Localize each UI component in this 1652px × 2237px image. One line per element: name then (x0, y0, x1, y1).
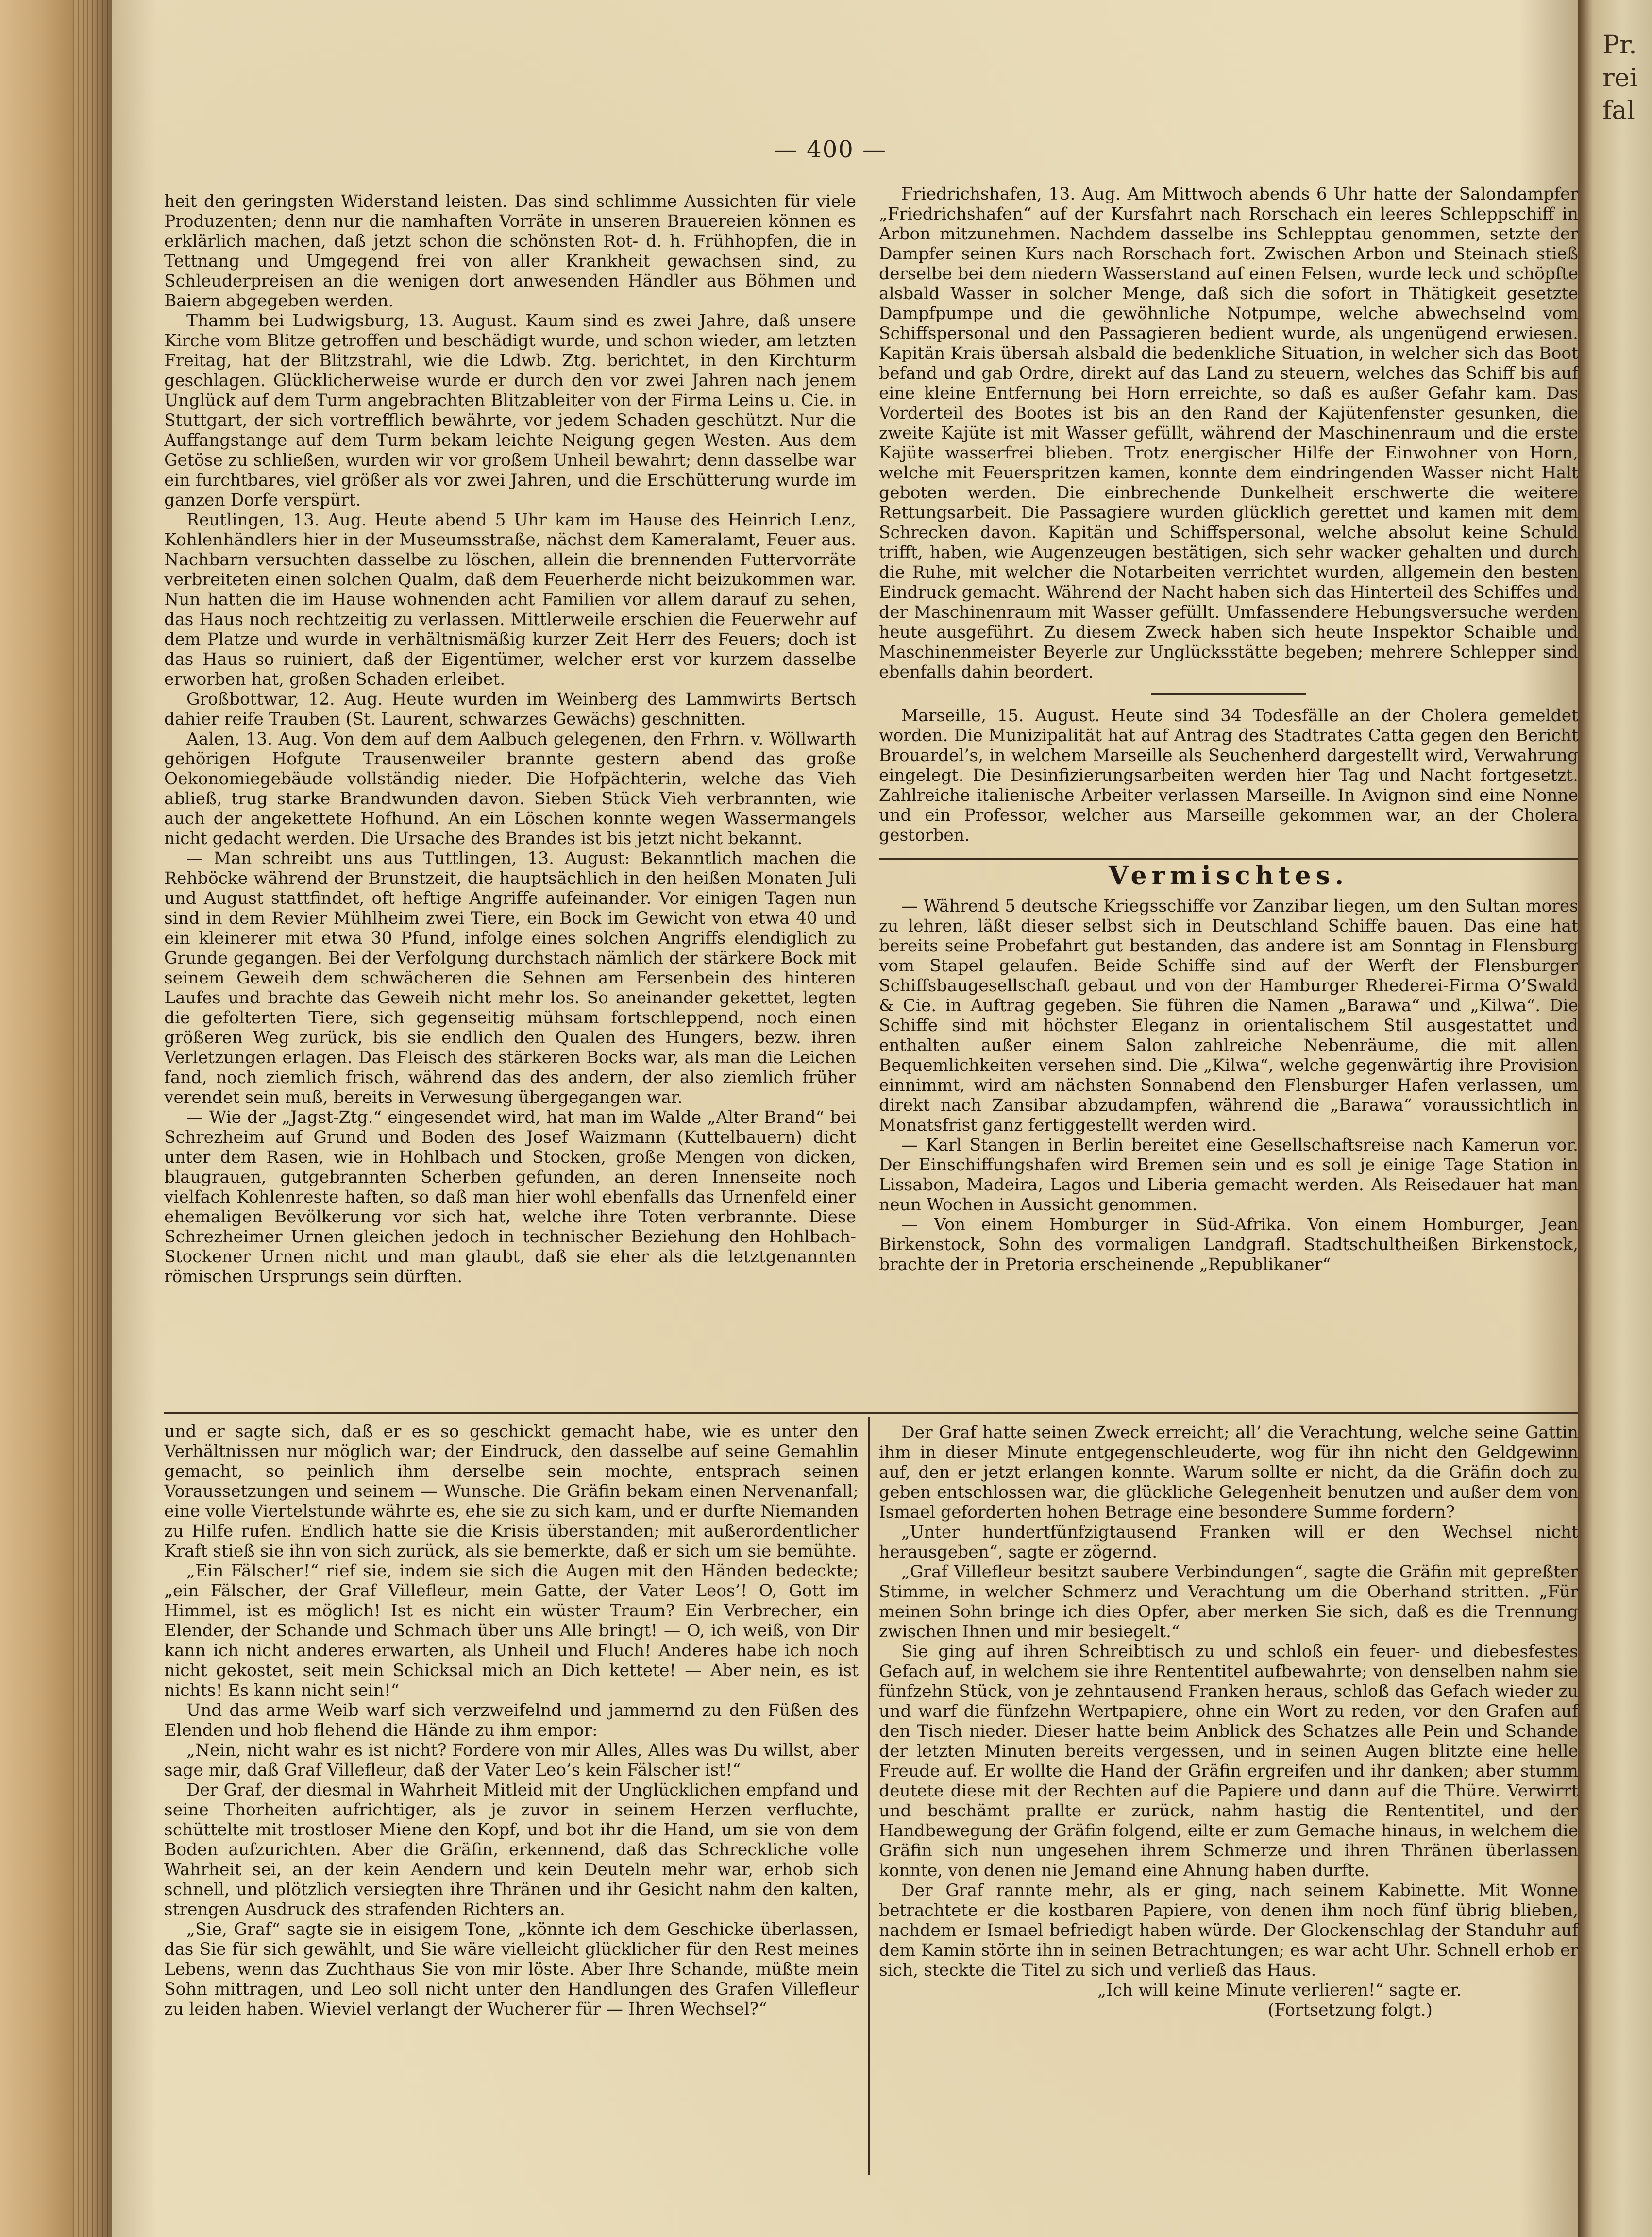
facing-page-fragment: Pr. rei fal (1602, 31, 1638, 126)
article-friedrichshafen: Friedrichshafen, 13. Aug. Am Mittwoch abends 6 Uhr hatte der Salondampfer „Friedrichshafen“ auf der Kursfahrt nach Rorschach ein leeres Schleppschiff in Arbon mitzunehmen. Nachdem dasselbe ins Schlepptau genommen, setzte der Dampfer seinen Kurs nach Rorschach fort. Zwischen Arbon und Steinach stieß derselbe bei dem niedern Wasserstand auf einen Felsen, wurde leck und schöpfte alsbald Wasser in solcher Menge, daß sich die sofort in Thätigkeit gesetzte Dampfpumpe und die gewöhnliche Notpumpe, welche abwechselnd vom Schiffspersonal und den Passagieren bedient wurde, als ungenügend erwiesen. Kapitän Krais übersah alsbald die bedenkliche Situation, in welcher sich das Boot befand und gab Ordre, direkt auf das Land zu steuern, welches das Schiff bis auf eine kleine Entfernung bei Horn erreichte, so daß es außer Gefahr kam. Das Vorderteil des Bootes ist bis an den Rand der Kajütenfenster gesunken, die zweite Kajüte ist mit Wasser gefüllt, während der Maschinenraum und die erste Kajüte wasserfrei blieben. Trotz energischer Hilfe der Einwohner von Horn, welche mit Feuerspritzen kamen, konnte dem eindringenden Wasser nicht Halt geboten werden. Die einbrechende Dunkelheit erschwerte die weitere Rettungsarbeit. Die Passagiere wurden glücklich gerettet und kamen mit dem Schrecken davon. Kapitän und Schiffspersonal, welche absolut keine Schuld trifft, haben, wie Augenzeugen bestätigen, sich sehr wacker gehalten und durch die Ruhe, mit welcher die Notarbeiten verrichtet wurden, allgemein den besten Eindruck gemacht. Während der Nacht haben sich das Hinterteil des Schiffes und der Maschinenraum mit Wasser gefüllt. Umfassendere Hebungsversuche werden heute ausgeführt. Zu diesem Zweck haben sich heute Inspektor Schaible und Maschinenmeister Beyerle zur Unglücksstätte begeben; mehrere Schlepper sind ebenfalls dahin beordert. (879, 185, 1578, 682)
article-kamerun: — Karl Stangen in Berlin bereitet eine Gesellschaftsreise nach Kamerun vor. Der Einschiffungshafen wird Bremen sein und es soll je einige Tage Station in Lissabon, Madeira, Lagos und Liberia gemacht werden. Als Reisedauer hat man neun Wochen in Aussicht genommen. (879, 1135, 1578, 1215)
page-number: — 400 — (774, 136, 887, 163)
feuilleton-divider (164, 1412, 1578, 1414)
novel-paragraph: Der Graf hatte seinen Zweck erreicht; all’ die Verachtung, welche seine Gattin ihm in dieser Minute entgegenschleuderte, wog für ihn nicht den Geldgewinn auf, den er jetzt erlangen konnte. Warum sollte er nicht, da die Gräfin doch zu geben entschlossen war, die glückliche Gelegenheit benutzen und außer dem von Ismael geforderten hohen Betrage eine besondere Summe fordern? (879, 1423, 1578, 1522)
column-right-bottom (879, 1423, 1578, 2186)
column-right-top (879, 185, 1578, 1408)
article-paragraph: heit den geringsten Widerstand leisten. Das sind schlimme Aussichten für viele Produzenten; denn nur die namhaften Vorräte in unseren Brauereien können es erklärlich machen, daß jetzt schon die schönsten Rot- d. h. Frühhopfen, die in Tettnang und Umgegend frei von aller Krankheit gewachsen sind, zu Schleuderpreisen an die wenigen dort anwesenden Händler aus Böhmen und Baiern abgegeben werden. (164, 192, 856, 311)
novel-paragraph: Der Graf rannte mehr, als er ging, nach seinem Kabinette. Mit Wonne betrachtete er die kostbaren Papiere, von denen ihm noch fünf übrig blieben, nachdem er Ismael befriedigt haben würde. Der Glockenschlag der Standuhr auf dem Kamin störte ihn in seinen Betrachtungen; es war acht Uhr. Schnell erhob er sich, steckte die Titel zu sich und verließ das Haus. (879, 1881, 1578, 1980)
article-tuttlingen: — Man schreibt uns aus Tuttlingen, 13. August: Bekanntlich machen die Rehböcke während der Brunstzeit, die hauptsächlich in den heißen Monaten Juli und August stattfindet, oft heftige Angriffe aufeinander. Vor einigen Tagen nun sind in dem Revier Mühlheim zwei Tiere, ein Bock im Gewicht von etwa 40 und ein kleinerer mit etwa 30 Pfund, infolge eines solchen Angriffs elendiglich zu Grunde gegangen. Bei der Verfolgung durchstach nämlich der stärkere Bock mit seinem Geweih dem schwächeren die Sehnen am Fersenbein des hinteren Laufes und brachte das Geweih nicht mehr los. So aneinander gekettet, legten die gefolterten Tiere, sich gegenseitig mühsam fortschleppend, noch einen größeren Weg zurück, bis sie endlich den Qualen des Hungers, bezw. ihren Verletzungen erlagen. Das Fleisch des stärkeren Bocks war, als man die Leichen fand, noch ziemlich frisch, während das des andern, der also ziemlich früher verendet sein muß, bereits in Verwesung übergegangen war. (164, 849, 856, 1107)
section-heading-vermischtes: Vermischtes. (1108, 861, 1349, 891)
novel-paragraph: Und das arme Weib warf sich verzweifelnd und jammernd zu den Füßen des Elenden und hob flehend die Hände zu ihm empor: (164, 1701, 859, 1740)
article-thamm: Thamm bei Ludwigsburg, 13. August. Kaum sind es zwei Jahre, daß unsere Kirche vom Blitze getroffen und beschädigt wurde, und schon wieder, am letzten Freitag, hat der Blitzstrahl, wie die Ldwb. Ztg. berichtet, in den Kirchturm geschlagen. Glücklicherweise wurde er durch den vor zwei Jahren nach jenem Unglück auf dem Turm angebrachten Blitzableiter von der Firma Leins u. Cie. in Stuttgart, der sich vortrefflich bewährte, vor jedem Schaden geschützt. Nur die Auffangstange auf dem Turm bekam leichte Neigung gegen Westen. Aus dem Getöse zu schließen, wurden wir vor großem Unheil bewahrt; denn dasselbe war ein furchtbares, viel größer als vor zwei Jahren, und die Erschütterung wurde im ganzen Dorfe verspürt. (164, 311, 856, 510)
novel-paragraph: „Ich will keine Minute verlieren!“ sagte er. (1097, 1981, 1462, 2000)
article-schrezheim: — Wie der „Jagst-Ztg.“ eingesendet wird, hat man im Walde „Alter Brand“ bei Schrezheim auf Grund und Boden des Josef Waizmann (Kuttelbauern) dicht unter dem Rasen, wie in Hohlbach und Stocken, große Mengen von dicken, blaugrauen, gutgebrannten Scherben gefunden, an deren Innenseite noch vielfach Kohlenreste haften, so daß man hier wohl ebenfalls das Urnenfeld einer ehemaligen Bevölkerung vor sich hat, welche ihre Toten verbrannte. Diese Schrezheimer Urnen gleichen jedoch in technischer Beziehung den Hohlbach-Stockener Urnen nicht und man glaubt, daß sie eher als die letztgenannten römischen Ursprungs sein dürften. (164, 1108, 856, 1287)
column-rule-bottom (868, 1417, 870, 2175)
facing-page-edge (1578, 0, 1652, 2237)
short-divider (1151, 693, 1306, 695)
column-left-top (164, 192, 856, 1396)
article-marseille: Marseille, 15. August. Heute sind 34 Todesfälle an der Cholera gemeldet worden. Die Munizipalität hat auf Antrag des Stadtrates Catta gegen den Bericht Brouardel’s, in welchem Marseille als Seuchenherd dargestellt wird, Verwahrung eingelegt. Die Desinfizierungsarbeiten werden hier Tag und Nacht fortgesetzt. Zahlreiche italienische Arbeiter verlassen Marseille. In Avignon sind eine Nonne und ein Professor, welcher aus Marseille gekommen war, an der Cholera gestorben. (879, 706, 1578, 845)
continuation-note: (Fortsetzung folgt.) (1267, 2000, 1433, 2020)
novel-paragraph: „Ein Fälscher!“ rief sie, indem sie sich die Augen mit den Händen bedeckte; „ein Fälscher, der Graf Villefleur, mein Gatte, der Vater Leos’! O, Gott im Himmel, ist es möglich! Ist es nicht ein wüster Traum? Ein Verbrecher, ein Elender, der Schande und Schmach über uns Alle bringt! — O, ich weiß, von Dir kann ich nicht anderes erwarten, als Unheil und Fluch! Anderes habe ich noch nicht gekostet, seit mein Schicksal mich an Dich kettete! — Aber nein, es ist nichts! Es kann nicht sein!“ (164, 1561, 859, 1700)
article-zanzibar: — Während 5 deutsche Kriegsschiffe vor Zanzibar liegen, um den Sultan mores zu lehren, läßt dieser selbst sich in Deutschland Schiffe bauen. Das eine hat bereits seine Probefahrt gut bestanden, das andere ist am Sonntag in Flensburg vom Stapel gelaufen. Beide Schiffe sind auf der Werft der Flensburger Schiffsbaugesellschaft gebaut und von der Hamburger Rhederei-Firma O’Swald & Cie. in Auftrag gegeben. Sie führen die Namen „Barawa“ und „Kilwa“. Die Schiffe sind mit höchster Eleganz in orientalischem Stil ausgestattet und enthalten außer einem Salon zahlreiche Nebenräume, die mit allen Bequemlichkeiten versehen sind. Die „Kilwa“, welche gegenwärtig ihre Provision einnimmt, wird am nächsten Sonnabend den Flensburger Hafen verlassen, um direkt nach Zansibar abzudampfen, während die „Barawa“ voraussichtlich in Monatsfrist ganz fertiggestellt werden wird. (879, 897, 1578, 1135)
novel-paragraph: Sie ging auf ihren Schreibtisch zu und schloß ein feuer- und diebesfestes Gefach auf, in welchem sie ihre Rententitel aufbewahrte; von denselben nahm sie fünfzehn Stück, von je zehntausend Franken heraus, schloß das Gefach wieder zu und warf die fünfzehn Wertpapiere, ohne ein Wort zu reden, vor den Grafen auf den Tisch nieder. Dieser hatte beim Anblick des Schatzes alle Pein und Schande der letzten Minuten bereits vergessen, und in seinen Augen blitzte eine helle Freude auf. Er wollte die Hand der Gräfin ergreifen und ihr danken; aber stumm deutete diese mit der Rechten auf die Papiere und dann auf die Thüre. Verwirrt und beschämt prallte er zurück, nahm hastig die Rententitel, und der Handbewegung der Gräfin folgend, eilte er zum Gemache hinaus, in welchem die Gräfin sich nun ungesehen ihrem Schmerze und ihren Thränen überlassen konnte, von denen nie Jemand eine Ahnung haben durfte. (879, 1642, 1578, 1881)
novel-paragraph: „Sie, Graf“ sagte sie in eisigem Tone, „könnte ich dem Geschicke überlassen, das Sie für sich gewählt, und Sie wäre vielleicht glücklicher für den Rest meines Lebens, wenn das Zuchthaus Sie von mir löste. Aber Ihre Schande, müßte mein Sohn mittragen, und Leo soll nicht unter den Handlungen des Grafen Villefleur zu leiden haben. Wieviel verlangt der Wucherer für — Ihren Wechsel?“ (164, 1920, 859, 2019)
page-stack-lines (73, 0, 112, 2237)
article-reutlingen: Reutlingen, 13. Aug. Heute abend 5 Uhr kam im Hause des Heinrich Lenz, Kohlenhändlers hier in der Museumsstraße, nächst dem Kameralamt, Feuer aus. Nachbarn versuchten dasselbe zu löschen, allein die brennenden Futtervorräte verbreiteten einen solchen Qualm, daß dem Feuerherde nicht beizukommen war. Nun hatten die im Hause wohnenden acht Familien vor allem darauf zu sehen, das Haus noch rechtzeitig zu verlassen. Mittlerweile erschien die Feuerwehr auf dem Platze und wurde in verhältnismäßig kurzer Zeit Herr des Feuers; doch ist das Haus so ruiniert, daß der Eigentümer, welcher erst vor kurzem dasselbe erworben hat, großen Schaden erleibet. (164, 510, 856, 689)
novel-paragraph: „Nein, nicht wahr es ist nicht? Fordere von mir Alles, Alles was Du willst, aber sage mir, daß Graf Villefleur, daß der Vater Leo’s kein Fälscher ist!“ (164, 1741, 859, 1780)
article-homburger: — Von einem Homburger in Süd-Afrika. Von einem Homburger, Jean Birkenstock, Sohn des vormaligen Landgrafl. Stadtschultheißen Birkenstock, brachte der in Pretoria erscheinende „Republikaner“ (879, 1215, 1578, 1274)
article-grossbottwar: Großbottwar, 12. Aug. Heute wurden im Weinberg des Lammwirts Bertsch dahier reife Trauben (St. Laurent, schwarzes Gewächs) geschnitten. (164, 690, 856, 729)
novel-paragraph: Der Graf, der diesmal in Wahrheit Mitleid mit der Unglücklichen empfand und seine Thorheiten aufrichtiger, als je zuvor in seinem Herzen verfluchte, schüttelte mit trostloser Miene den Kopf, und bot ihr die Hand, um sie von dem Boden aufzurichten. Aber die Gräfin, erkennend, daß das Schreckliche volle Wahrheit sei, an der kein Aendern und kein Deuteln mehr war, erhob sich schnell, und plötzlich versiegten ihre Thränen und ihr Gesicht nahm den kalten, strengen Ausdruck des strafenden Richters an. (164, 1780, 859, 1919)
section-divider (879, 858, 1578, 860)
novel-paragraph: und er sagte sich, daß er es so geschickt gemacht habe, wie es unter den Verhältnissen nur möglich war; der Eindruck, den dasselbe auf seine Gemahlin gemacht, so peinlich ihm derselbe sein mochte, entsprach seinen Voraussetzungen und seinem — Wunsche. Die Gräfin bekam einen Nervenanfall; eine volle Viertelstunde währte es, ehe sie zu sich kam, und er durfte Niemanden zu Hilfe rufen. Endlich hatte sie die Krisis überstanden; mit außerordentlicher Kraft stieß sie ihn von sich zurück, als sie bemerkte, daß er sich um sie bemühte. (164, 1422, 859, 1561)
article-aalen: Aalen, 13. Aug. Von dem auf dem Aalbuch gelegenen, den Frhrn. v. Wöllwarth gehörigen Hofgute Trausenweiler brannte gestern abend das große Oekonomiegebäude vollständig nieder. Die Hofpächterin, welche das Vieh abließ, trug starke Brandwunden davon. Sieben Stück Vieh verbrannten, wie auch der angekettete Hofhund. An ein Löschen konnte wegen Wassermangels nicht gedacht werden. Die Ursache des Brandes ist bis jetzt nicht bekannt. (164, 729, 856, 848)
novel-paragraph: „Unter hundertfünfzigtausend Franken will er den Wechsel nicht herausgeben“, sagte er zögernd. (879, 1523, 1578, 1562)
column-left-bottom (164, 1422, 859, 2185)
novel-paragraph: „Graf Villefleur besitzt saubere Verbindungen“, sagte die Gräfin mit gepreßter Stimme, in welcher Schmerz und Verachtung um die Oberhand stritten. „Für meinen Sohn bringe ich dies Opfer, aber merken Sie sich, daß es die Trennung zwischen Ihnen und mir besiegelt.“ (879, 1562, 1578, 1642)
